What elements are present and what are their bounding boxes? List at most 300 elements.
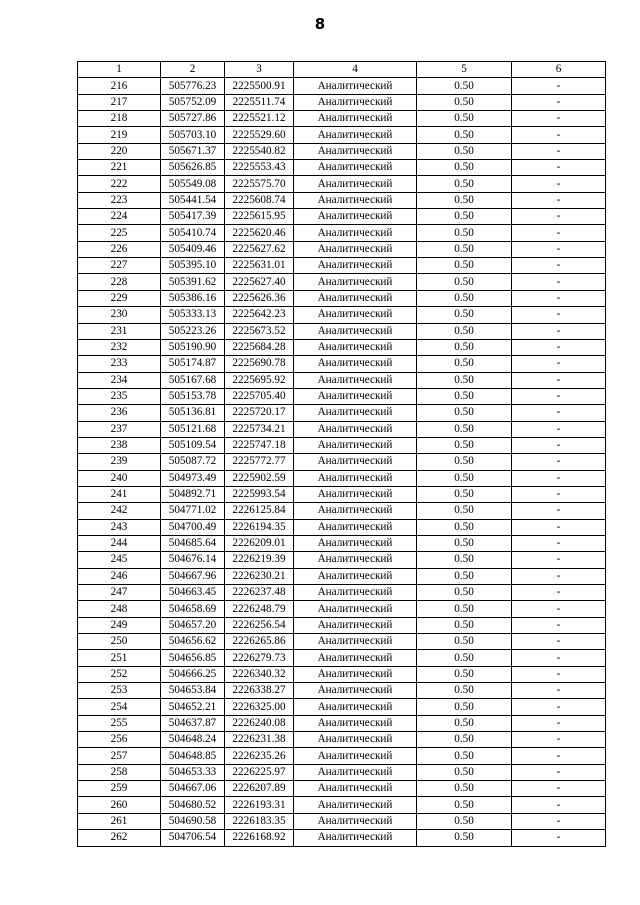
x-coordinate-cell: 505386.16 xyxy=(161,290,225,306)
y-coordinate-cell: 2226193.31 xyxy=(225,797,294,813)
note-cell: - xyxy=(512,127,606,143)
y-coordinate-cell: 2225608.74 xyxy=(225,192,294,208)
method-cell: Аналитический xyxy=(294,601,417,617)
y-coordinate-cell: 2225993.54 xyxy=(225,486,294,502)
method-cell: Аналитический xyxy=(294,552,417,568)
accuracy-cell: 0.50 xyxy=(417,437,512,453)
table-row xyxy=(78,781,606,797)
note-cell: - xyxy=(512,323,606,339)
method-cell: Аналитический xyxy=(294,535,417,551)
point-number-cell: 229 xyxy=(78,290,161,306)
method-cell: Аналитический xyxy=(294,258,417,274)
note-cell: - xyxy=(512,585,606,601)
y-coordinate-cell: 2226279.73 xyxy=(225,650,294,666)
x-coordinate-cell: 504653.84 xyxy=(161,683,225,699)
x-coordinate-cell: 504648.85 xyxy=(161,748,225,764)
table-row xyxy=(78,748,606,764)
point-number-cell: 248 xyxy=(78,601,161,617)
accuracy-cell: 0.50 xyxy=(417,470,512,486)
y-coordinate-cell: 2226248.79 xyxy=(225,601,294,617)
table-row xyxy=(78,405,606,421)
table-row xyxy=(78,372,606,388)
accuracy-cell: 0.50 xyxy=(417,666,512,682)
point-number-cell: 225 xyxy=(78,225,161,241)
accuracy-cell: 0.50 xyxy=(417,274,512,290)
accuracy-cell: 0.50 xyxy=(417,585,512,601)
accuracy-cell: 0.50 xyxy=(417,405,512,421)
y-coordinate-cell: 2226237.48 xyxy=(225,585,294,601)
method-cell: Аналитический xyxy=(294,748,417,764)
table-row xyxy=(78,715,606,731)
table-row xyxy=(78,634,606,650)
note-cell: - xyxy=(512,209,606,225)
y-coordinate-cell: 2225772.77 xyxy=(225,454,294,470)
table-header xyxy=(78,62,606,78)
point-number-cell: 244 xyxy=(78,535,161,551)
table-row xyxy=(78,486,606,502)
accuracy-cell: 0.50 xyxy=(417,127,512,143)
method-cell: Аналитический xyxy=(294,666,417,682)
x-coordinate-cell: 505109.54 xyxy=(161,437,225,453)
x-coordinate-cell: 505409.46 xyxy=(161,241,225,257)
method-cell: Аналитический xyxy=(294,160,417,176)
method-cell: Аналитический xyxy=(294,421,417,437)
accuracy-cell: 0.50 xyxy=(417,372,512,388)
x-coordinate-cell: 505776.23 xyxy=(161,78,225,94)
method-cell: Аналитический xyxy=(294,307,417,323)
point-number-cell: 262 xyxy=(78,830,161,846)
note-cell: - xyxy=(512,241,606,257)
table-row xyxy=(78,699,606,715)
y-coordinate-cell: 2226265.86 xyxy=(225,634,294,650)
point-number-cell: 258 xyxy=(78,764,161,780)
method-cell: Аналитический xyxy=(294,388,417,404)
table-row xyxy=(78,111,606,127)
note-cell: - xyxy=(512,715,606,731)
accuracy-cell: 0.50 xyxy=(417,748,512,764)
x-coordinate-cell: 504892.71 xyxy=(161,486,225,502)
point-number-cell: 238 xyxy=(78,437,161,453)
y-coordinate-cell: 2226207.89 xyxy=(225,781,294,797)
x-coordinate-cell: 505671.37 xyxy=(161,143,225,159)
point-number-cell: 218 xyxy=(78,111,161,127)
method-cell: Аналитический xyxy=(294,437,417,453)
point-number-cell: 219 xyxy=(78,127,161,143)
table-row xyxy=(78,209,606,225)
y-coordinate-cell: 2225553.43 xyxy=(225,160,294,176)
accuracy-cell: 0.50 xyxy=(417,176,512,192)
method-cell: Аналитический xyxy=(294,176,417,192)
point-number-cell: 237 xyxy=(78,421,161,437)
table-row xyxy=(78,258,606,274)
point-number-cell: 224 xyxy=(78,209,161,225)
accuracy-cell: 0.50 xyxy=(417,339,512,355)
method-cell: Аналитический xyxy=(294,111,417,127)
accuracy-cell: 0.50 xyxy=(417,683,512,699)
point-number-cell: 236 xyxy=(78,405,161,421)
table-row xyxy=(78,650,606,666)
y-coordinate-cell: 2225642.23 xyxy=(225,307,294,323)
point-number-cell: 255 xyxy=(78,715,161,731)
note-cell: - xyxy=(512,307,606,323)
method-cell: Аналитический xyxy=(294,470,417,486)
table-row xyxy=(78,290,606,306)
method-cell: Аналитический xyxy=(294,94,417,110)
table-row xyxy=(78,192,606,208)
accuracy-cell: 0.50 xyxy=(417,192,512,208)
y-coordinate-cell: 2225620.46 xyxy=(225,225,294,241)
y-coordinate-cell: 2225627.40 xyxy=(225,274,294,290)
accuracy-cell: 0.50 xyxy=(417,94,512,110)
note-cell: - xyxy=(512,94,606,110)
note-cell: - xyxy=(512,258,606,274)
point-number-cell: 239 xyxy=(78,454,161,470)
table-row xyxy=(78,535,606,551)
point-number-cell: 240 xyxy=(78,470,161,486)
point-number-cell: 242 xyxy=(78,503,161,519)
x-coordinate-cell: 505417.39 xyxy=(161,209,225,225)
note-cell: - xyxy=(512,552,606,568)
point-number-cell: 221 xyxy=(78,160,161,176)
coordinates-table xyxy=(77,61,606,847)
method-cell: Аналитический xyxy=(294,209,417,225)
y-coordinate-cell: 2226256.54 xyxy=(225,617,294,633)
table-row xyxy=(78,470,606,486)
method-cell: Аналитический xyxy=(294,585,417,601)
y-coordinate-cell: 2225705.40 xyxy=(225,388,294,404)
accuracy-cell: 0.50 xyxy=(417,454,512,470)
column-header: 1 xyxy=(78,62,161,78)
accuracy-cell: 0.50 xyxy=(417,307,512,323)
accuracy-cell: 0.50 xyxy=(417,813,512,829)
method-cell: Аналитический xyxy=(294,78,417,94)
y-coordinate-cell: 2225902.59 xyxy=(225,470,294,486)
accuracy-cell: 0.50 xyxy=(417,486,512,502)
point-number-cell: 246 xyxy=(78,568,161,584)
accuracy-cell: 0.50 xyxy=(417,421,512,437)
accuracy-cell: 0.50 xyxy=(417,290,512,306)
accuracy-cell: 0.50 xyxy=(417,388,512,404)
note-cell: - xyxy=(512,764,606,780)
y-coordinate-cell: 2226125.84 xyxy=(225,503,294,519)
note-cell: - xyxy=(512,781,606,797)
point-number-cell: 252 xyxy=(78,666,161,682)
table-row xyxy=(78,160,606,176)
accuracy-cell: 0.50 xyxy=(417,781,512,797)
y-coordinate-cell: 2226219.39 xyxy=(225,552,294,568)
table-row xyxy=(78,78,606,94)
accuracy-cell: 0.50 xyxy=(417,535,512,551)
table-row xyxy=(78,94,606,110)
y-coordinate-cell: 2226183.35 xyxy=(225,813,294,829)
method-cell: Аналитический xyxy=(294,519,417,535)
note-cell: - xyxy=(512,290,606,306)
note-cell: - xyxy=(512,797,606,813)
note-cell: - xyxy=(512,732,606,748)
note-cell: - xyxy=(512,813,606,829)
note-cell: - xyxy=(512,78,606,94)
x-coordinate-cell: 504700.49 xyxy=(161,519,225,535)
y-coordinate-cell: 2226231.38 xyxy=(225,732,294,748)
x-coordinate-cell: 505190.90 xyxy=(161,339,225,355)
accuracy-cell: 0.50 xyxy=(417,111,512,127)
note-cell: - xyxy=(512,617,606,633)
method-cell: Аналитический xyxy=(294,454,417,470)
table-row xyxy=(78,225,606,241)
accuracy-cell: 0.50 xyxy=(417,503,512,519)
y-coordinate-cell: 2226240.08 xyxy=(225,715,294,731)
table-row xyxy=(78,601,606,617)
accuracy-cell: 0.50 xyxy=(417,225,512,241)
note-cell: - xyxy=(512,503,606,519)
x-coordinate-cell: 505395.10 xyxy=(161,258,225,274)
point-number-cell: 257 xyxy=(78,748,161,764)
note-cell: - xyxy=(512,683,606,699)
accuracy-cell: 0.50 xyxy=(417,699,512,715)
method-cell: Аналитический xyxy=(294,781,417,797)
x-coordinate-cell: 505167.68 xyxy=(161,372,225,388)
y-coordinate-cell: 2225615.95 xyxy=(225,209,294,225)
x-coordinate-cell: 504656.85 xyxy=(161,650,225,666)
y-coordinate-cell: 2226225.97 xyxy=(225,764,294,780)
note-cell: - xyxy=(512,111,606,127)
x-coordinate-cell: 504680.52 xyxy=(161,797,225,813)
note-cell: - xyxy=(512,470,606,486)
point-number-cell: 243 xyxy=(78,519,161,535)
table-row xyxy=(78,813,606,829)
x-coordinate-cell: 505174.87 xyxy=(161,356,225,372)
y-coordinate-cell: 2225521.12 xyxy=(225,111,294,127)
table-row xyxy=(78,585,606,601)
x-coordinate-cell: 505223.26 xyxy=(161,323,225,339)
y-coordinate-cell: 2225673.52 xyxy=(225,323,294,339)
point-number-cell: 254 xyxy=(78,699,161,715)
method-cell: Аналитический xyxy=(294,290,417,306)
x-coordinate-cell: 505121.68 xyxy=(161,421,225,437)
y-coordinate-cell: 2225695.92 xyxy=(225,372,294,388)
note-cell: - xyxy=(512,437,606,453)
x-coordinate-cell: 505441.54 xyxy=(161,192,225,208)
point-number-cell: 235 xyxy=(78,388,161,404)
x-coordinate-cell: 504637.87 xyxy=(161,715,225,731)
method-cell: Аналитический xyxy=(294,830,417,846)
table-body xyxy=(78,78,606,846)
note-cell: - xyxy=(512,356,606,372)
x-coordinate-cell: 504771.02 xyxy=(161,503,225,519)
note-cell: - xyxy=(512,486,606,502)
x-coordinate-cell: 505703.10 xyxy=(161,127,225,143)
point-number-cell: 259 xyxy=(78,781,161,797)
point-number-cell: 245 xyxy=(78,552,161,568)
x-coordinate-cell: 504667.96 xyxy=(161,568,225,584)
method-cell: Аналитический xyxy=(294,323,417,339)
x-coordinate-cell: 505391.62 xyxy=(161,274,225,290)
y-coordinate-cell: 2225631.01 xyxy=(225,258,294,274)
accuracy-cell: 0.50 xyxy=(417,258,512,274)
accuracy-cell: 0.50 xyxy=(417,797,512,813)
note-cell: - xyxy=(512,388,606,404)
table-row xyxy=(78,274,606,290)
y-coordinate-cell: 2225720.17 xyxy=(225,405,294,421)
y-coordinate-cell: 2225626.36 xyxy=(225,290,294,306)
y-coordinate-cell: 2225747.18 xyxy=(225,437,294,453)
table-row xyxy=(78,503,606,519)
point-number-cell: 249 xyxy=(78,617,161,633)
column-header: 3 xyxy=(225,62,294,78)
note-cell: - xyxy=(512,519,606,535)
x-coordinate-cell: 504648.24 xyxy=(161,732,225,748)
y-coordinate-cell: 2225575.70 xyxy=(225,176,294,192)
y-coordinate-cell: 2226194.35 xyxy=(225,519,294,535)
note-cell: - xyxy=(512,748,606,764)
point-number-cell: 222 xyxy=(78,176,161,192)
note-cell: - xyxy=(512,274,606,290)
point-number-cell: 216 xyxy=(78,78,161,94)
table-row xyxy=(78,683,606,699)
method-cell: Аналитический xyxy=(294,192,417,208)
y-coordinate-cell: 2226168.92 xyxy=(225,830,294,846)
y-coordinate-cell: 2226340.32 xyxy=(225,666,294,682)
y-coordinate-cell: 2226325.00 xyxy=(225,699,294,715)
method-cell: Аналитический xyxy=(294,503,417,519)
point-number-cell: 227 xyxy=(78,258,161,274)
x-coordinate-cell: 504652.21 xyxy=(161,699,225,715)
column-header: 4 xyxy=(294,62,417,78)
table-row xyxy=(78,732,606,748)
note-cell: - xyxy=(512,568,606,584)
point-number-cell: 230 xyxy=(78,307,161,323)
table-row xyxy=(78,143,606,159)
note-cell: - xyxy=(512,634,606,650)
column-header: 2 xyxy=(161,62,225,78)
method-cell: Аналитический xyxy=(294,732,417,748)
x-coordinate-cell: 505727.86 xyxy=(161,111,225,127)
table-row xyxy=(78,830,606,846)
x-coordinate-cell: 505153.78 xyxy=(161,388,225,404)
table-row xyxy=(78,552,606,568)
method-cell: Аналитический xyxy=(294,568,417,584)
note-cell: - xyxy=(512,650,606,666)
accuracy-cell: 0.50 xyxy=(417,732,512,748)
note-cell: - xyxy=(512,160,606,176)
point-number-cell: 256 xyxy=(78,732,161,748)
accuracy-cell: 0.50 xyxy=(417,552,512,568)
y-coordinate-cell: 2225500.91 xyxy=(225,78,294,94)
method-cell: Аналитический xyxy=(294,699,417,715)
accuracy-cell: 0.50 xyxy=(417,650,512,666)
note-cell: - xyxy=(512,830,606,846)
method-cell: Аналитический xyxy=(294,339,417,355)
point-number-cell: 228 xyxy=(78,274,161,290)
y-coordinate-cell: 2225684.28 xyxy=(225,339,294,355)
x-coordinate-cell: 504657.20 xyxy=(161,617,225,633)
point-number-cell: 223 xyxy=(78,192,161,208)
point-number-cell: 251 xyxy=(78,650,161,666)
accuracy-cell: 0.50 xyxy=(417,209,512,225)
table-row xyxy=(78,127,606,143)
table-row xyxy=(78,307,606,323)
point-number-cell: 226 xyxy=(78,241,161,257)
note-cell: - xyxy=(512,372,606,388)
y-coordinate-cell: 2226209.01 xyxy=(225,535,294,551)
accuracy-cell: 0.50 xyxy=(417,601,512,617)
x-coordinate-cell: 505136.81 xyxy=(161,405,225,421)
point-number-cell: 217 xyxy=(78,94,161,110)
note-cell: - xyxy=(512,454,606,470)
column-header: 6 xyxy=(512,62,606,78)
page-number: 8 xyxy=(314,15,326,33)
y-coordinate-cell: 2225511.74 xyxy=(225,94,294,110)
accuracy-cell: 0.50 xyxy=(417,617,512,633)
point-number-cell: 234 xyxy=(78,372,161,388)
method-cell: Аналитический xyxy=(294,617,417,633)
x-coordinate-cell: 504706.54 xyxy=(161,830,225,846)
column-header: 5 xyxy=(417,62,512,78)
accuracy-cell: 0.50 xyxy=(417,143,512,159)
accuracy-cell: 0.50 xyxy=(417,356,512,372)
y-coordinate-cell: 2225627.62 xyxy=(225,241,294,257)
method-cell: Аналитический xyxy=(294,143,417,159)
point-number-cell: 261 xyxy=(78,813,161,829)
table-row xyxy=(78,356,606,372)
table-row xyxy=(78,323,606,339)
x-coordinate-cell: 504653.33 xyxy=(161,764,225,780)
x-coordinate-cell: 504685.64 xyxy=(161,535,225,551)
point-number-cell: 260 xyxy=(78,797,161,813)
table-row xyxy=(78,617,606,633)
x-coordinate-cell: 505087.72 xyxy=(161,454,225,470)
accuracy-cell: 0.50 xyxy=(417,160,512,176)
table-row xyxy=(78,454,606,470)
x-coordinate-cell: 504973.49 xyxy=(161,470,225,486)
point-number-cell: 250 xyxy=(78,634,161,650)
point-number-cell: 220 xyxy=(78,143,161,159)
method-cell: Аналитический xyxy=(294,764,417,780)
note-cell: - xyxy=(512,192,606,208)
accuracy-cell: 0.50 xyxy=(417,634,512,650)
point-number-cell: 241 xyxy=(78,486,161,502)
y-coordinate-cell: 2225690.78 xyxy=(225,356,294,372)
x-coordinate-cell: 505410.74 xyxy=(161,225,225,241)
accuracy-cell: 0.50 xyxy=(417,764,512,780)
note-cell: - xyxy=(512,421,606,437)
accuracy-cell: 0.50 xyxy=(417,830,512,846)
header-row xyxy=(78,62,606,78)
x-coordinate-cell: 505549.08 xyxy=(161,176,225,192)
table-row xyxy=(78,437,606,453)
method-cell: Аналитический xyxy=(294,797,417,813)
accuracy-cell: 0.50 xyxy=(417,241,512,257)
table-row xyxy=(78,797,606,813)
point-number-cell: 231 xyxy=(78,323,161,339)
table-row xyxy=(78,519,606,535)
y-coordinate-cell: 2225540.82 xyxy=(225,143,294,159)
x-coordinate-cell: 504667.06 xyxy=(161,781,225,797)
note-cell: - xyxy=(512,601,606,617)
point-number-cell: 233 xyxy=(78,356,161,372)
x-coordinate-cell: 505626.85 xyxy=(161,160,225,176)
y-coordinate-cell: 2226230.21 xyxy=(225,568,294,584)
table-row xyxy=(78,764,606,780)
accuracy-cell: 0.50 xyxy=(417,568,512,584)
note-cell: - xyxy=(512,666,606,682)
method-cell: Аналитический xyxy=(294,634,417,650)
point-number-cell: 232 xyxy=(78,339,161,355)
x-coordinate-cell: 504666.25 xyxy=(161,666,225,682)
accuracy-cell: 0.50 xyxy=(417,519,512,535)
y-coordinate-cell: 2226235.26 xyxy=(225,748,294,764)
method-cell: Аналитический xyxy=(294,274,417,290)
